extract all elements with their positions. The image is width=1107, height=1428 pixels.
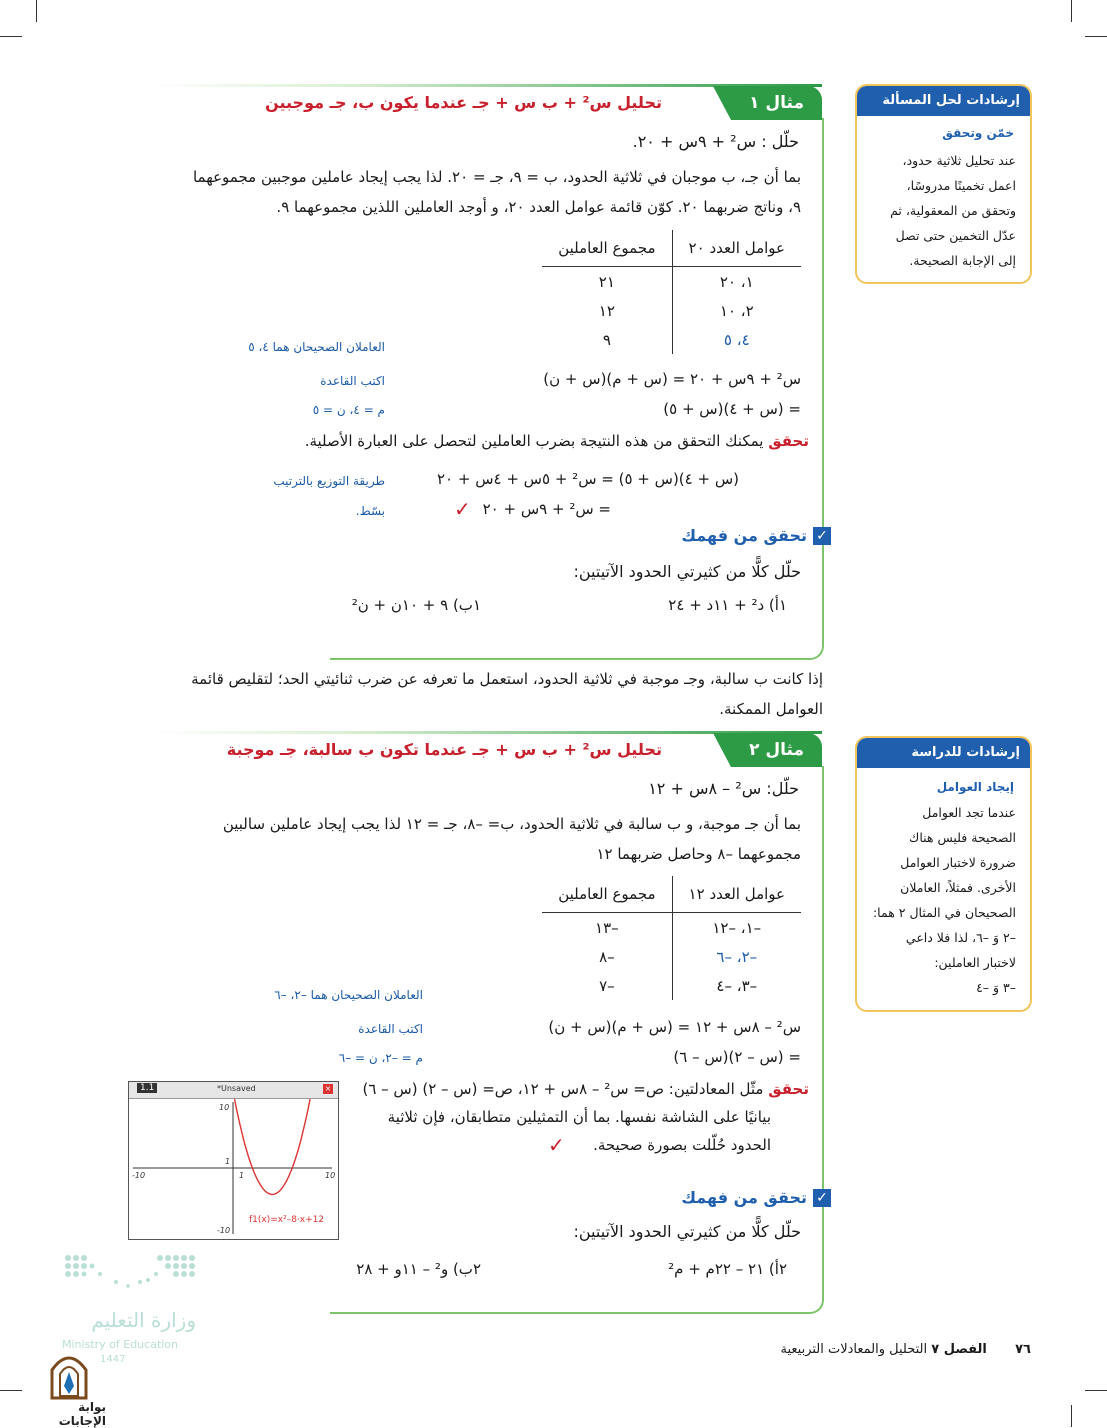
note-substitution: م = ٤، ن = ٥ <box>312 403 385 417</box>
function-label: f1(x)=x²–8·x+12 <box>249 1215 325 1225</box>
transition-paragraph: العوامل الممكنة. <box>719 700 823 718</box>
page-number: ٧٦ <box>1015 1342 1031 1357</box>
problem-solving-tip-box <box>855 84 1032 284</box>
table-cell: ٤، ٥ <box>672 325 801 354</box>
check-text: يمكنك التحقق من هذه النتيجة بضرب العاملين لتحصل على العبارة الأصلية. <box>304 432 764 450</box>
tip-box-title: إرشادات لحل المسألة <box>857 86 1030 116</box>
calculator-document-name: *Unsaved <box>217 1084 256 1093</box>
table-header: مجموع العاملين <box>542 876 672 913</box>
axis-tick-label: -10 <box>217 1226 231 1235</box>
tip-line: الصحيحان في المثال ٢ هما: <box>872 905 1016 920</box>
page-footer <box>780 1342 1031 1357</box>
axis-tick-label: 10 <box>219 1103 230 1112</box>
example2-title: تحليل س² + ب س + جـ عندما تكون ب سالبة، جـ موجبة <box>226 740 662 759</box>
check-understanding-title: تحقق من فهمك <box>681 1188 807 1207</box>
crop-mark <box>36 0 37 22</box>
table-row <box>542 942 801 971</box>
axis-tick-label: 10 <box>325 1171 336 1180</box>
axis-tick-label: 1 <box>225 1157 231 1166</box>
tip-line: إلى الإجابة الصحيحة. <box>909 253 1016 268</box>
check-text: بيانيًا على الشاشة نفسها. بما أن التمثيلين متطابقان، فإن ثلاثية <box>387 1108 771 1126</box>
ministry-year: 1447 <box>100 1354 126 1365</box>
equation-rule: س² – ٨س + ١٢ = (س + م)(س + ن) <box>548 1018 801 1036</box>
mosque-emblem-icon <box>46 1350 92 1400</box>
graphing-calculator-screen <box>128 1081 339 1240</box>
note-correct-factors: العاملان الصحيحان هما –٢، –٦ <box>274 988 423 1002</box>
table-header: عوامل العدد ١٢ <box>672 876 801 913</box>
table-row <box>542 267 801 297</box>
example1-problem: حلّل : س² + ٩س + ٢٠. <box>632 132 799 151</box>
example2-tab: مثال ٢ <box>731 733 822 767</box>
transition-paragraph: إذا كانت ب سالبة، وجـ موجبة في ثلاثية الحدود، استعمل ما تعرفه عن ضرب ثنائيتي الحد؛ لتقليص قائمة <box>191 670 823 688</box>
example1-paragraph: بما أن جـ، ب موجبان في ثلاثية الحدود، ب = ٩، جـ = ٢٠. لذا يجب إيجاد عاملين موجبين مجموعهما <box>192 168 801 186</box>
tip-box-title: إرشادات للدراسة <box>857 738 1030 768</box>
equation-rule: س² + ٩س + ٢٠ = (س + م)(س + ن) <box>543 370 801 388</box>
example2-check <box>362 1080 809 1098</box>
table-cell: ٢، ١٠ <box>672 296 801 325</box>
crop-mark <box>1085 1390 1107 1391</box>
equation-substituted: = (س – ٢)(س – ٦) <box>673 1048 801 1066</box>
note-foil: طريقة التوزيع بالترتيب <box>273 474 385 488</box>
tip-box-text <box>890 148 1016 273</box>
tip-box-text <box>873 800 1016 1000</box>
close-icon: × <box>324 1084 332 1093</box>
example2-problem: حلّل: س² – ٨س + ١٢ <box>648 779 799 798</box>
tip-line: عندما تجد العوامل <box>922 805 1016 820</box>
tip-line: –٣ وَ –٤ <box>976 980 1016 995</box>
table-cell: ١، ٢٠ <box>672 267 801 297</box>
exercise-1a: ١أ) د² + ١١د + ٢٤ <box>668 596 787 614</box>
check-understanding-header <box>681 526 831 545</box>
check-label: تحقق <box>768 1080 809 1098</box>
ministry-name-ar: وزارة التعليم <box>91 1308 196 1332</box>
crop-mark <box>1071 0 1072 22</box>
example1-factor-table <box>542 230 801 354</box>
table-cell: ١٢ <box>598 301 615 320</box>
ministry-logo-icon <box>60 1252 200 1302</box>
tip-line: الصحيحة فليس هناك <box>909 830 1016 845</box>
example1-title: تحليل س² + ب س + جـ عندما يكون ب، جـ موجبين <box>265 93 662 112</box>
check-label: تحقق <box>768 432 809 450</box>
table-cell: –١٣ <box>595 918 619 937</box>
check-understanding-header <box>681 1188 831 1207</box>
tip-line: وتحقق من المعقولية، ثم <box>890 203 1016 218</box>
note-simplify: بسّط. <box>355 504 385 518</box>
parabola-curve <box>235 1099 311 1194</box>
exercise-2a: ٢أ) ٢١ – ٢٢م + م² <box>668 1260 787 1278</box>
tip-line: ضرورة لاختبار العوامل <box>900 855 1016 870</box>
example1-tab: مثال ١ <box>731 86 822 120</box>
tip-line: اعمل تخمينًا مدروسًا، <box>906 178 1016 193</box>
note-correct-factors: العاملان الصحيحان هما ٤، ٥ <box>248 340 385 354</box>
exercise-1b: ١ب) ٩ + ١٠ن + ن² <box>351 596 481 614</box>
crop-mark <box>0 36 22 37</box>
table-row <box>542 325 801 354</box>
example2-paragraph: بما أن جـ موجبة، و ب سالبة في ثلاثية الحدود، ب= –٨، جـ = ١٢ لذا يجب إيجاد عاملين سالبين <box>222 815 801 833</box>
exercise-prompt: حلّل كلًّا من كثيرتي الحدود الآتيتين: <box>573 562 801 581</box>
tip-box-subtitle: خمّن وتحقق <box>942 126 1014 140</box>
axis-tick-label: -10 <box>132 1171 146 1180</box>
checkbox-icon: ✓ <box>813 527 831 545</box>
table-cell: –١، –١٢ <box>672 913 801 943</box>
study-tip-box <box>855 736 1032 1012</box>
example1-header <box>150 86 822 120</box>
example2-header <box>150 733 822 767</box>
note-substitution: م = –٢، ن = –٦ <box>338 1051 423 1065</box>
checkbox-icon: ✓ <box>813 1189 831 1207</box>
crop-mark <box>1071 1405 1072 1427</box>
note-write-rule: اكتب القاعدة <box>358 1022 423 1036</box>
table-cell: ٩ <box>602 330 611 349</box>
check-understanding-title: تحقق من فهمك <box>681 526 807 545</box>
equation-simplified: = س² + ٩س + ٢٠ <box>482 500 611 518</box>
portal-logo-icon <box>46 1350 92 1400</box>
checkmark-icon: ✓ <box>454 497 471 521</box>
portal-name: بوابة الإجابات <box>58 1400 106 1428</box>
example2-factor-table <box>542 876 801 1000</box>
example1-check <box>305 432 809 450</box>
exercise-prompt: حلّل كلًّا من كثيرتي الحدود الآتيتين: <box>573 1222 801 1241</box>
tip-line: –٢ وَ –٦، لذا فلا داعي <box>905 930 1016 945</box>
table-row <box>542 296 801 325</box>
calculator-graph <box>129 1098 336 1237</box>
table-row <box>542 913 801 943</box>
check-text: الحدود حُلّلت بصورة صحيحة. <box>593 1136 771 1154</box>
check-text: مثّل المعادلتين: ص= س² – ٨س + ١٢، ص= (س – ٢) (س – ٦) <box>362 1080 764 1098</box>
tip-line: عند تحليل ثلاثية حدود، <box>902 153 1016 168</box>
example1-paragraph: ٩، وناتج ضربهما ٢٠. كوّن قائمة عوامل العدد ٢٠، و أوجد العاملين اللذين مجموعهما ٩. <box>276 198 801 216</box>
chapter-label: الفصل ٧ <box>931 1342 987 1357</box>
tip-line: لاختبار العاملين: <box>934 955 1016 970</box>
axis-tick-label: 1 <box>239 1171 245 1180</box>
tip-line: عدّل التخمين حتى تصل <box>895 228 1016 243</box>
equation-distribute: (س + ٤)(س + ٥) = س² + ٥س + ٤س + ٢٠ <box>436 470 739 488</box>
checkmark-icon: ✓ <box>548 1133 565 1157</box>
note-write-rule: اكتب القاعدة <box>320 374 385 388</box>
ministry-name-en: Ministry of Education <box>62 1338 179 1351</box>
equation-substituted: = (س + ٤)(س + ٥) <box>663 400 801 418</box>
tip-line: الأخرى. فمثلاً، العاملان <box>900 880 1016 895</box>
table-cell: –٣، –٤ <box>672 971 801 1000</box>
tip-box-subtitle: إيجاد العوامل <box>936 780 1014 794</box>
table-cell: ٢١ <box>598 272 615 291</box>
table-header: مجموع العاملين <box>542 230 672 267</box>
crop-mark <box>1085 36 1107 37</box>
table-cell: –٨ <box>599 947 615 966</box>
crop-mark <box>0 1390 22 1391</box>
table-header: عوامل العدد ٢٠ <box>672 230 801 267</box>
chapter-title: التحليل والمعادلات التربيعية <box>780 1342 928 1357</box>
table-cell: –٢، –٦ <box>672 942 801 971</box>
table-cell: –٧ <box>599 976 615 995</box>
calculator-tab: 1.1 <box>137 1083 157 1093</box>
example2-paragraph: مجموعهما –٨ وحاصل ضربهما ١٢ <box>596 845 801 863</box>
ministry-logo-dots <box>60 1252 200 1302</box>
exercise-2b: ٢ب) و² – ١١و + ٢٨ <box>356 1260 481 1278</box>
calculator-toolbar <box>129 1082 338 1099</box>
table-row <box>542 971 801 1000</box>
